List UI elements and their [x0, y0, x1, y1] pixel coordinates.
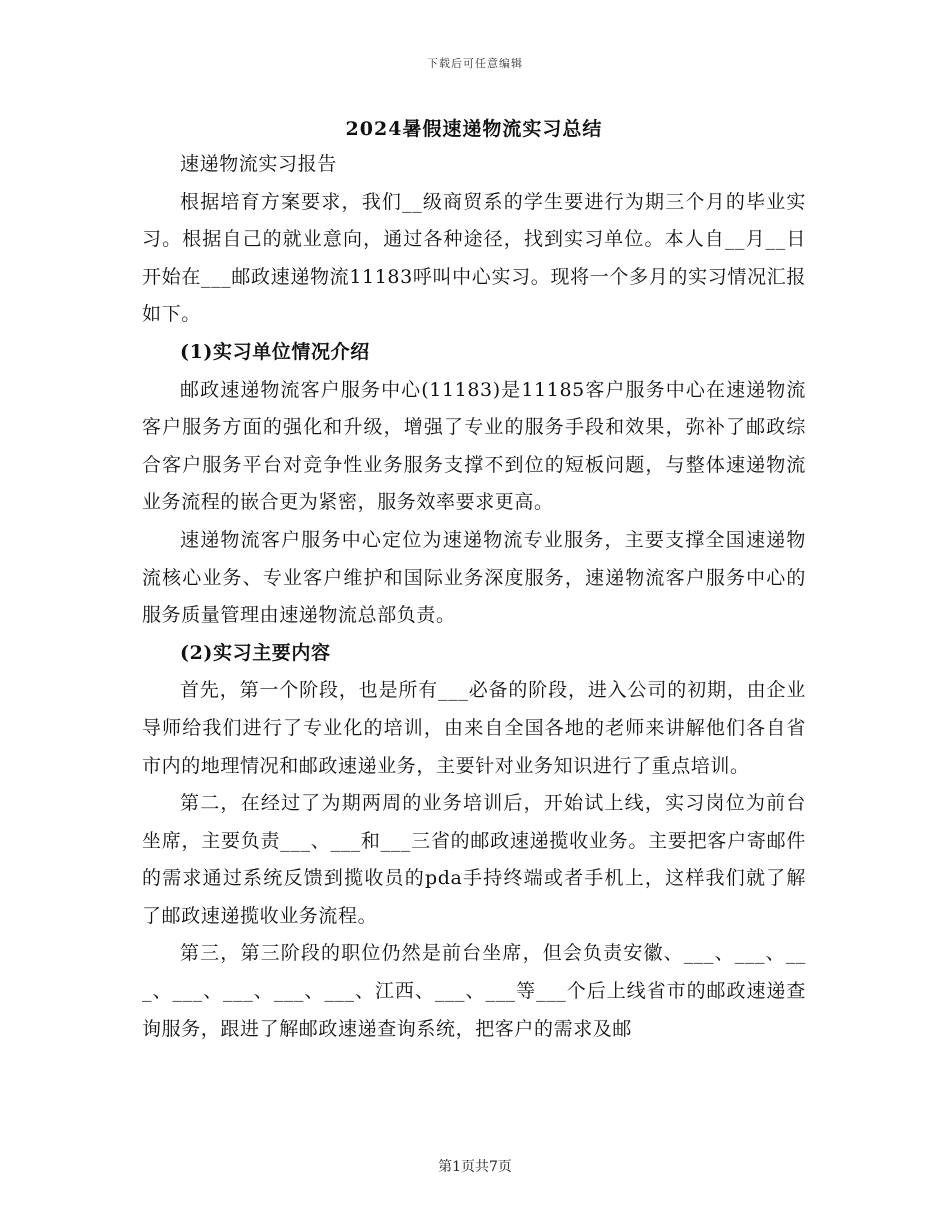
paragraph-intro: 根据培育方案要求，我们__级商贸系的学生要进行为期三个月的毕业实习。根据自己的就业意向，通过各种途径，找到实习单位。本人自__月__日开始在___邮政速递物流11183呼叫中心实习。现将一个多月的实习情况汇报如下。	[142, 190, 806, 326]
document-body	[142, 112, 806, 1048]
page-footer: 第1页共7页	[438, 1159, 512, 1175]
document-title: 2024暑假速递物流实习总结	[345, 118, 603, 140]
report-subtitle: 速递物流实习报告	[180, 153, 337, 175]
paragraph-unit-positioning: 速递物流客户服务中心定位为速递物流专业服务，主要支撑全国速递物流核心业务、专业客户维护和国际业务深度服务，速递物流客户服务中心的服务质量管理由速递物流总部负责。	[142, 528, 806, 627]
paragraph-stage-1: 首先，第一个阶段，也是所有___必备的阶段，进入公司的初期，由企业导师给我们进行了专业化的培训，由来自全国各地的老师来讲解他们各自省市内的地理情况和邮政速递业务，主要针对业务知识进行了重点培训。	[142, 679, 806, 777]
header-note: 下载后可任意编辑	[427, 57, 523, 70]
paragraph-unit-intro: 邮政速递物流客户服务中心(11183)是11185客户服务中心在速递物流客户服务方面的强化和升级，增强了专业的服务手段和效果，弥补了邮政综合客户服务平台对竞争性业务服务支撑不到位的短板问题，与整体速递物流业务流程的嵌合更为紧密，服务效率要求更高。	[142, 378, 806, 514]
section-heading-1: (1)实习单位情况介绍	[180, 340, 370, 363]
paragraph-stage-2: 第二，在经过了为期两周的业务培训后，开始试上线，实习岗位为前台坐席，主要负责___、___和___三省的邮政速递揽收业务。主要把客户寄邮件的需求通过系统反馈到揽收员的pda手持终端或者手机上，这样我们就了解了邮政速递揽收业务流程。	[142, 792, 806, 927]
paragraph-stage-3: 第三，第三阶段的职位仍然是前台坐席，但会负责安徽、___、___、___、___、___、___、___、江西、___、___等___个后上线省市的邮政速递查询服务，跟进了解邮政速递查询系统，把客户的需求及邮	[142, 942, 806, 1040]
section-heading-2: (2)实习主要内容	[180, 641, 331, 664]
